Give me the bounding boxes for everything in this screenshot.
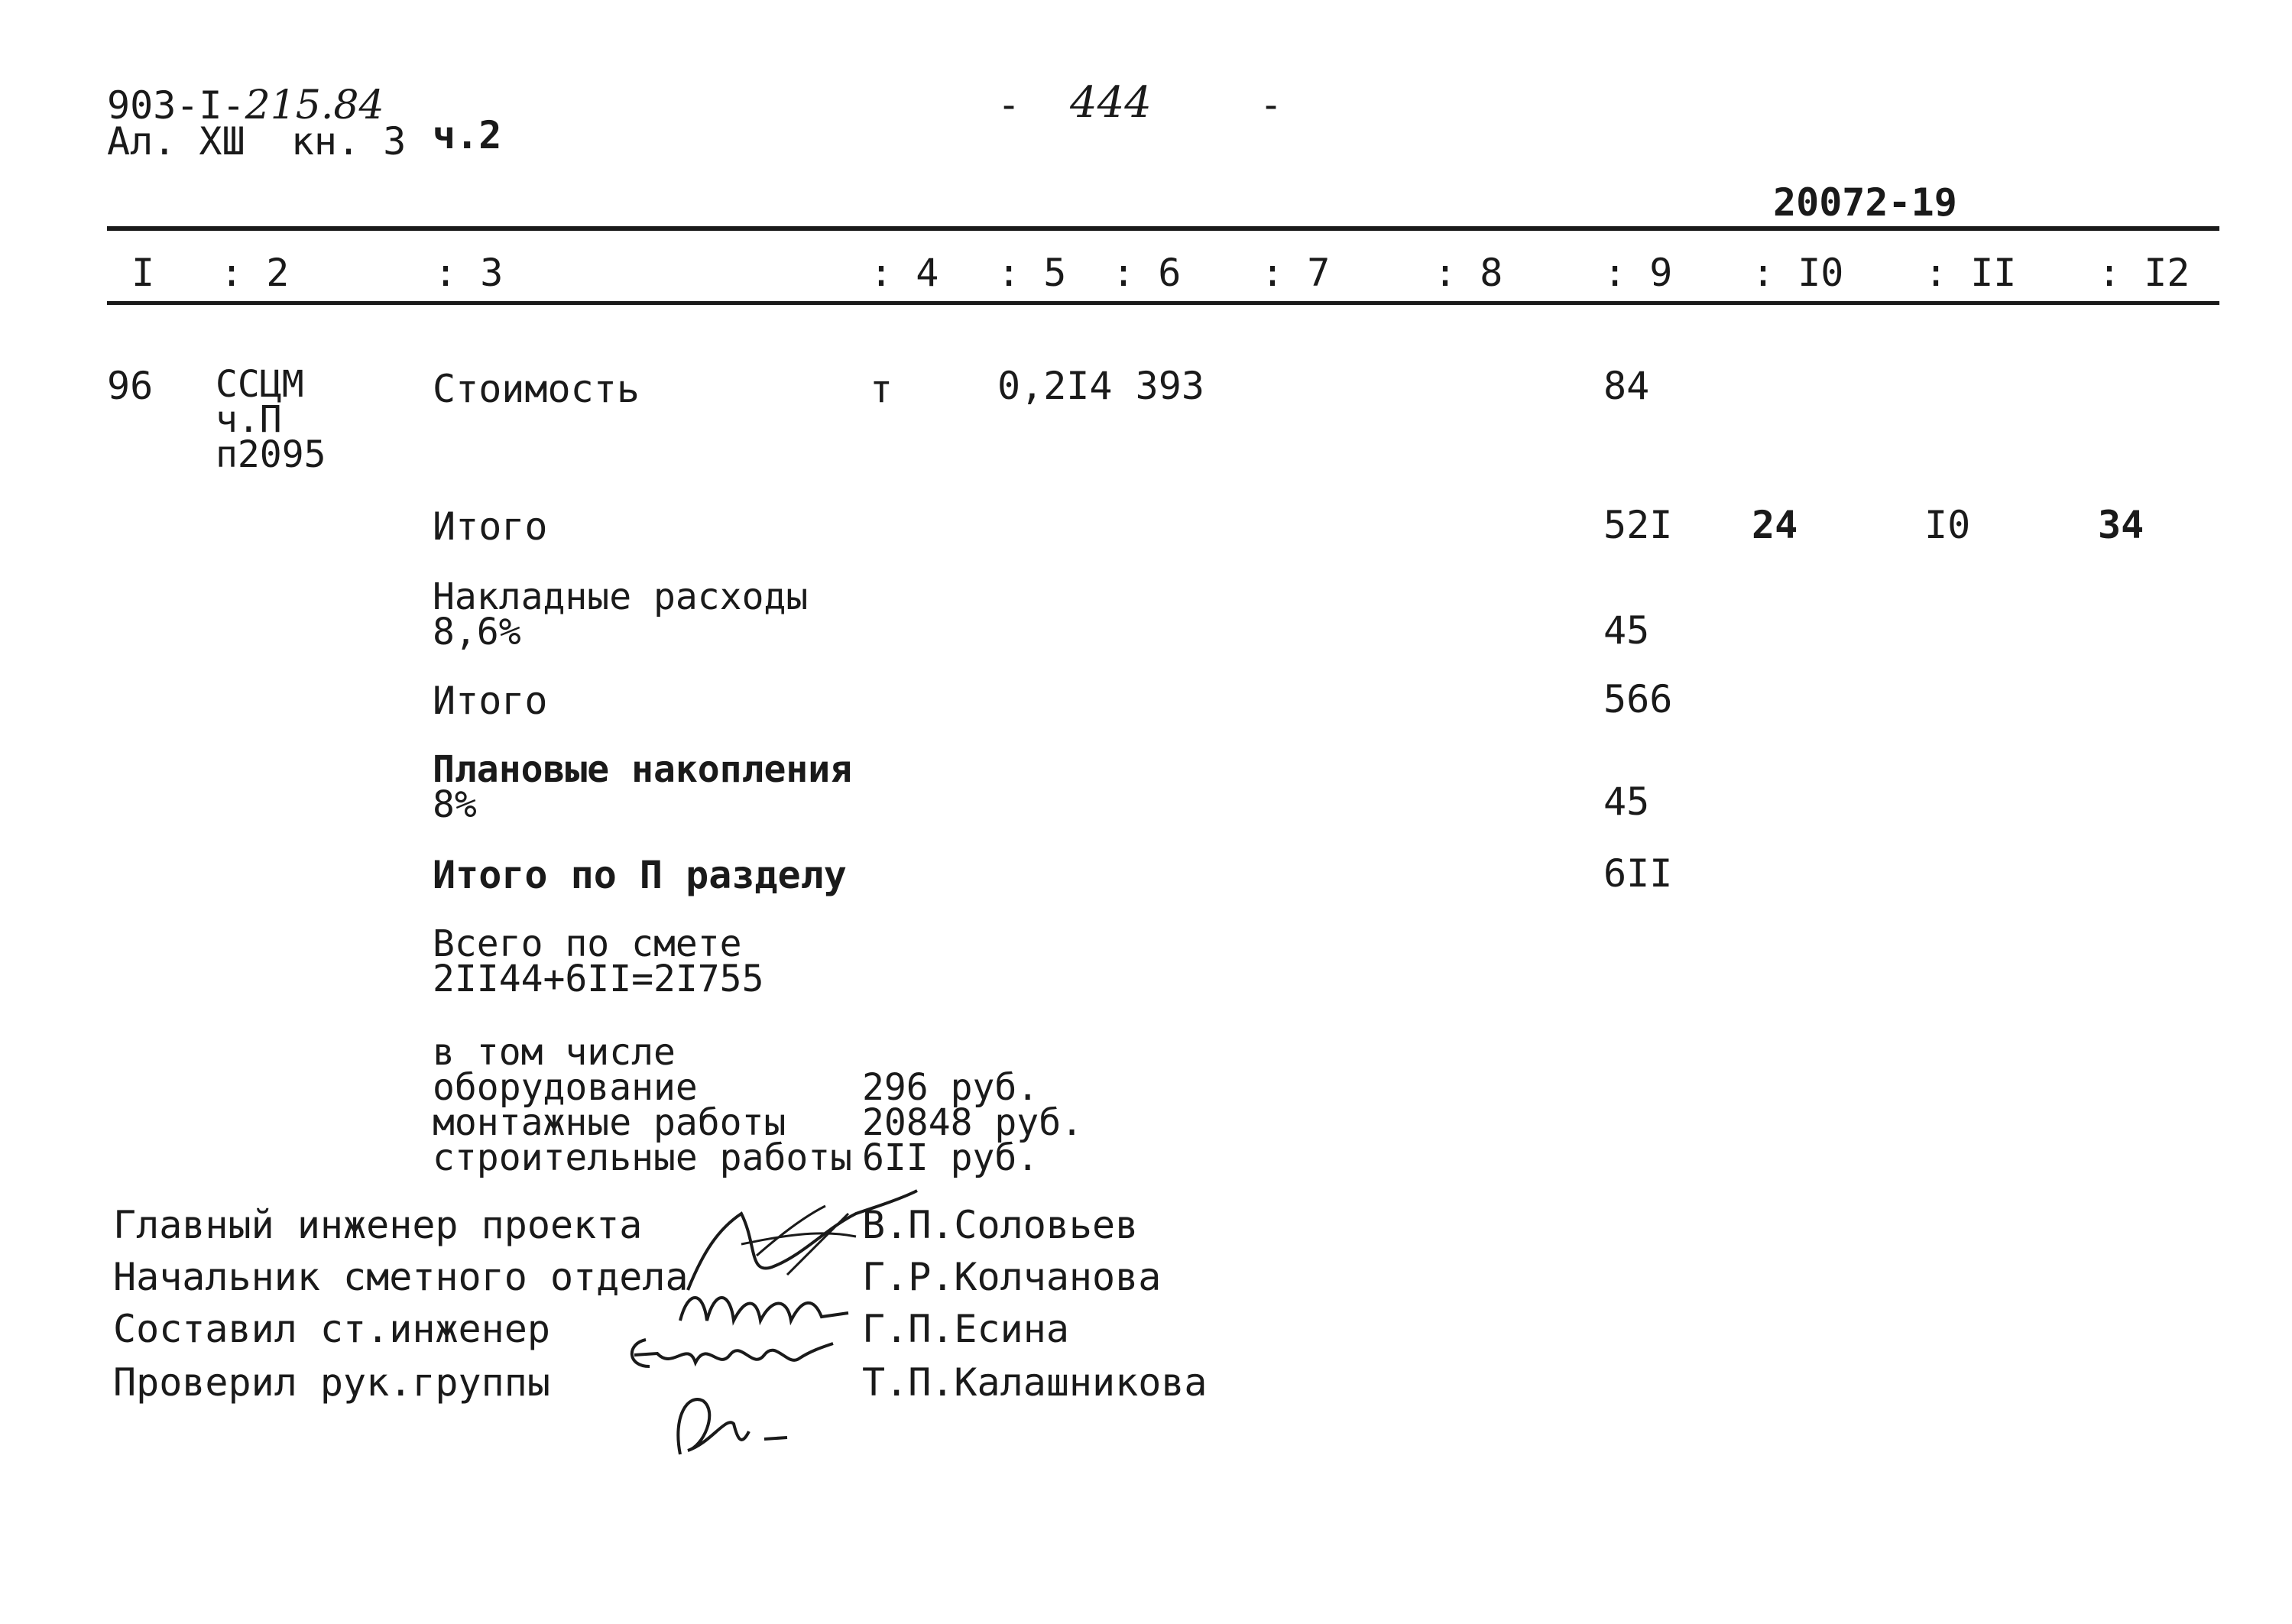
grand-total-block [433,922,764,1000]
col-3: : 3 [434,251,504,295]
col-1: I [131,251,155,295]
col-8: : 8 [1434,251,1503,295]
grand-total-label: Всего по смете [433,922,742,965]
table-header-rule [107,301,2219,305]
ref-line-3: п2095 [216,433,326,476]
album-line: Ал. ХШ кн. 3 [107,119,407,164]
signature-role-4: Проверил рук.группы [113,1360,550,1405]
overhead-block [433,575,809,653]
signature-name-3: Г.П.Есина [862,1307,1069,1351]
planned-col9: 45 [1603,780,1650,824]
col-6: : 6 [1112,251,1182,295]
itogo-1-col9: 52I [1603,503,1673,547]
sheet-code: 20072-19 [1773,180,1957,225]
equipment-label: оборудование [433,1066,698,1109]
page-dash-right: - [1259,83,1283,127]
section-total-label: Итого по П разделу [433,853,847,897]
overhead-label: Накладные расходы [433,575,809,618]
itogo-2-label: Итого [433,679,548,723]
doc-code-prefix: 903-I- [107,83,245,128]
grand-total-formula: 2II44+6II=2I755 [433,958,764,1000]
overhead-percent: 8,6% [433,611,521,653]
row-name: Стоимость [433,367,640,411]
construction-label: строительные работы [433,1136,853,1179]
itogo-1-label: Итого [433,504,548,549]
signature-name-4: Т.П.Калашникова [862,1360,1208,1405]
row-unit: т [870,367,893,411]
ref-line-1: ССЦМ [216,363,304,406]
doc-code-handwritten: 215.84 [245,83,384,128]
page-number: 444 [1070,78,1152,128]
signature-role-2: Начальник сметного отдела [113,1255,689,1299]
part-label: ч.2 [433,113,502,157]
col-12: : I2 [2098,251,2190,295]
signature-mark-4 [665,1349,802,1477]
col-4: : 4 [870,251,939,295]
itogo-1-col11: I0 [1924,503,1971,547]
signature-name-2: Г.Р.Колчанова [862,1255,1162,1299]
signature-role-1: Главный инженер проекта [113,1203,643,1247]
breakdown-incl-label: в том числе [433,1031,676,1074]
itogo-1-col12: 34 [2098,503,2144,547]
signature-name-1: В.П.Соловьев [862,1203,1139,1247]
page-dash-left: - [997,83,1021,127]
col-10: : I0 [1752,251,1844,295]
row-total: 84 [1603,364,1650,408]
installation-label: монтажные работы [433,1101,786,1144]
section-total-col9: 6II [1603,851,1673,896]
planned-percent: 8% [433,783,477,826]
overhead-col9: 45 [1603,608,1650,653]
construction-value: 6II руб. [862,1136,1039,1179]
itogo-1-col10: 24 [1752,503,1798,547]
table-top-rule [107,226,2219,231]
signature-role-3: Составил ст.инженер [113,1307,550,1351]
col-2: : 2 [220,251,290,295]
row-reference [216,363,326,476]
planned-label: Плановые накопления [433,748,853,791]
planned-block [433,748,853,826]
ref-line-2: ч.П [216,398,282,441]
col-5: : 5 [997,251,1067,295]
row-qty-price: 0,2I4 393 [997,364,1204,408]
col-9: : 9 [1603,251,1673,295]
installation-value: 20848 руб. [862,1101,1083,1144]
equipment-value: 296 руб. [862,1066,1039,1109]
row-number: 96 [107,364,154,408]
itogo-2-col9: 566 [1603,677,1673,721]
col-11: : II [1924,251,2017,295]
col-7: : 7 [1261,251,1331,295]
